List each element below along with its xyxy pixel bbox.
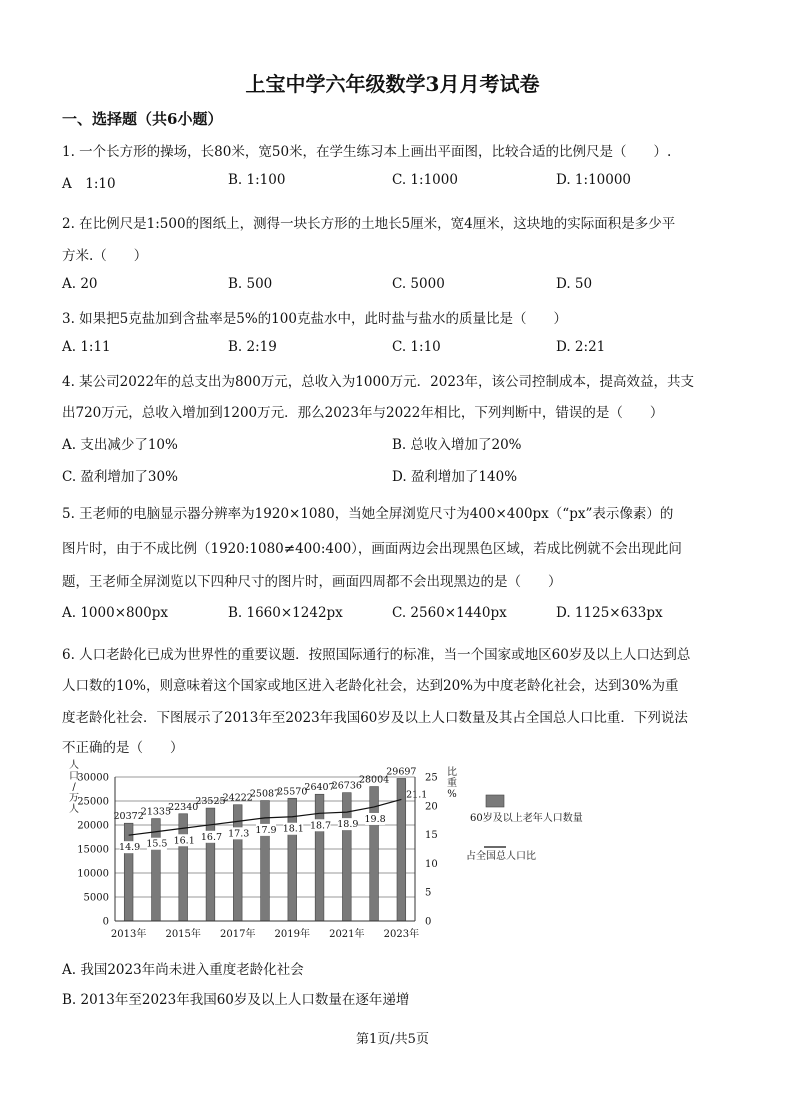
bar-value-label: 22340 bbox=[168, 801, 199, 813]
y-left-tick-label: 10000 bbox=[77, 868, 109, 880]
question-6-stem-line4: 不正确的是（ ） bbox=[62, 740, 184, 756]
question-4-stem-line1: 4. 某公司2022年的总支出为800万元，总收入为1000万元．2023年，该公司控制成本，提高效益，共支 bbox=[62, 374, 695, 390]
question-6-stem-line2: 人口数的10%，则意味着这个国家或地区进入老龄化社会，达到20%为中度老龄化社会，达到30%为重 bbox=[62, 678, 679, 694]
bar-value-label: 25570 bbox=[277, 786, 308, 798]
ratio-value-label: 17.9 bbox=[255, 824, 277, 836]
y-left-axis-label-char: 人 bbox=[69, 804, 79, 815]
legend-bar-label: 60岁及以上老年人口数量 bbox=[470, 813, 583, 824]
y-right-tick-label: 25 bbox=[425, 772, 438, 784]
q6-option-a: A. 我国2023年尚未进入重度老龄化社会 bbox=[62, 962, 304, 978]
y-right-axis-label-char: 比 bbox=[447, 767, 457, 778]
y-right-axis-label-char: 重 bbox=[447, 778, 457, 789]
y-right-axis-label-char: % bbox=[447, 789, 457, 800]
question-5-stem-line1: 5. 王老师的电脑显示器分辨率为1920×1080，当她全屏浏览尺寸为400×400px（“px”表示像素）的 bbox=[62, 506, 674, 522]
q6-option-b: B. 2013年至2023年我国60岁及以上人口数量在逐年递增 bbox=[62, 992, 410, 1008]
question-2-stem-line1: 2. 在比例尺是1:500的图纸上，测得一块长方形的土地长5厘米，宽4厘米，这块地的实际面积是多少平 bbox=[62, 216, 676, 232]
legend-bar-swatch bbox=[486, 795, 504, 807]
chart-labels bbox=[114, 766, 428, 853]
y-left-tick-label: 30000 bbox=[77, 772, 109, 784]
y-right-tick-label: 0 bbox=[425, 916, 432, 928]
bar-value-label: 25087 bbox=[249, 788, 281, 800]
q2-option-d: D. 50 bbox=[556, 276, 593, 292]
y-left-tick-label: 5000 bbox=[83, 892, 109, 904]
bar bbox=[179, 814, 188, 921]
legend-line-label: 占全国总人口比 bbox=[466, 851, 536, 862]
x-tick-label: 2013年 bbox=[110, 929, 147, 940]
question-4-stem-line2: 出720万元，总收入增加到1200万元．那么2023年与2022年相比，下列判断中，错误的是（ ） bbox=[62, 405, 664, 421]
bar bbox=[124, 823, 133, 921]
bar bbox=[152, 819, 161, 921]
y-left-tick-label: 0 bbox=[102, 916, 109, 928]
q1-option-c: C. 1:1000 bbox=[392, 172, 458, 188]
ratio-value-label: 18.7 bbox=[309, 820, 332, 832]
y-right-tick-label: 5 bbox=[425, 887, 432, 899]
chart-legend bbox=[466, 795, 583, 862]
y-left-tick-label: 20000 bbox=[77, 820, 109, 832]
page-footer: 第1页/共5页 bbox=[356, 1032, 429, 1047]
x-tick-label: 2023年 bbox=[383, 929, 420, 940]
ratio-value-label: 16.7 bbox=[200, 831, 223, 843]
q4-option-b: B. 总收入增加了20% bbox=[392, 437, 522, 453]
ratio-value-label: 18.1 bbox=[282, 823, 304, 835]
bar-value-label: 26407 bbox=[304, 782, 335, 794]
ratio-value-label: 18.9 bbox=[337, 819, 359, 831]
q5-option-c: C. 2560×1440px bbox=[392, 605, 507, 621]
q2-option-a: A. 20 bbox=[62, 276, 98, 292]
y-left-axis-label-char: 口 bbox=[69, 771, 79, 782]
q4-option-a: A. 支出减少了10% bbox=[62, 437, 178, 453]
q5-option-d: D. 1125×633px bbox=[556, 605, 663, 621]
y-right-tick-label: 15 bbox=[425, 830, 438, 842]
y-right-tick-label: 10 bbox=[425, 858, 438, 870]
bar-value-label: 21335 bbox=[140, 806, 172, 818]
bar-value-label: 26736 bbox=[331, 780, 362, 792]
population-aging-chart bbox=[0, 755, 785, 950]
y-left-axis-label-char: 万 bbox=[69, 793, 79, 804]
x-tick-label: 2021年 bbox=[329, 929, 365, 940]
question-3-stem: 3. 如果把5克盐加到含盐率是5%的100克盐水中，此时盐与盐水的质量比是（ ） bbox=[62, 311, 567, 327]
q2-option-c: C. 5000 bbox=[392, 276, 445, 292]
page-title: 上宝中学六年级数学3月月考试卷 bbox=[245, 72, 540, 96]
bar-value-label: 28004 bbox=[358, 774, 390, 786]
q4-option-d: D. 盈利增加了140% bbox=[392, 469, 518, 485]
x-tick-label: 2019年 bbox=[274, 929, 310, 940]
question-6-stem-line1: 6. 人口老龄化已成为世界性的重要议题．按照国际通行的标准，当一个国家或地区60岁及以上人口达到总 bbox=[62, 647, 691, 663]
q1-option-b: B. 1:100 bbox=[228, 172, 286, 188]
y-left-axis-label-char: 人 bbox=[69, 760, 79, 771]
q5-option-a: A. 1000×800px bbox=[62, 605, 169, 621]
q3-option-d: D. 2:21 bbox=[556, 339, 606, 355]
q5-option-b: B. 1660×1242px bbox=[228, 605, 343, 621]
ratio-value-label: 14.9 bbox=[119, 842, 141, 854]
bar-value-label: 24222 bbox=[222, 792, 253, 804]
bar-value-label: 29697 bbox=[386, 766, 417, 778]
q3-option-b: B. 2:19 bbox=[228, 339, 277, 355]
bar-value-label: 20372 bbox=[113, 811, 144, 823]
ratio-value-label: 15.5 bbox=[146, 838, 168, 850]
q2-option-b: B. 500 bbox=[228, 276, 273, 292]
q1-option-d: D. 1:10000 bbox=[556, 172, 632, 188]
y-left-tick-label: 25000 bbox=[77, 796, 109, 808]
q4-option-c: C. 盈利增加了30% bbox=[62, 469, 178, 485]
y-left-axis-label-char: / bbox=[72, 782, 76, 793]
ratio-value-label: 17.3 bbox=[228, 828, 250, 840]
question-1-stem: 1. 一个长方形的操场，长80米，宽50米，在学生练习本上画出平面图，比较合适的比例尺是（ ）. bbox=[62, 144, 672, 160]
ratio-value-label: 21.1 bbox=[406, 789, 428, 801]
question-5-stem-line2: 图片时，由于不成比例（1920:1080≠400:400），画面两边会出现黑色区域，若成比例就不会出现此问 bbox=[62, 541, 682, 557]
x-tick-label: 2017年 bbox=[220, 929, 256, 940]
section-heading: 一、选择题（共6小题） bbox=[62, 110, 223, 128]
q3-option-c: C. 1:10 bbox=[392, 339, 441, 355]
ratio-value-label: 19.8 bbox=[364, 813, 386, 825]
bar-value-label: 23525 bbox=[195, 796, 226, 808]
question-2-stem-line2: 方米.（ ） bbox=[62, 248, 148, 264]
ratio-value-label: 16.1 bbox=[173, 835, 195, 847]
y-left-tick-label: 15000 bbox=[77, 844, 109, 856]
q1-option-a: A 1:10 bbox=[62, 176, 116, 192]
q3-option-a: A. 1:11 bbox=[62, 339, 111, 355]
question-5-stem-line3: 题，王老师全屏浏览以下四种尺寸的图片时，画面四周都不会出现黑边的是（ ） bbox=[62, 574, 562, 590]
y-right-tick-label: 20 bbox=[425, 801, 438, 813]
question-6-stem-line3: 度老龄化社会．下图展示了2013年至2023年我国60岁及以上人口数量及其占全国总人口比重．下列说法 bbox=[62, 710, 688, 726]
x-tick-label: 2015年 bbox=[165, 929, 201, 940]
